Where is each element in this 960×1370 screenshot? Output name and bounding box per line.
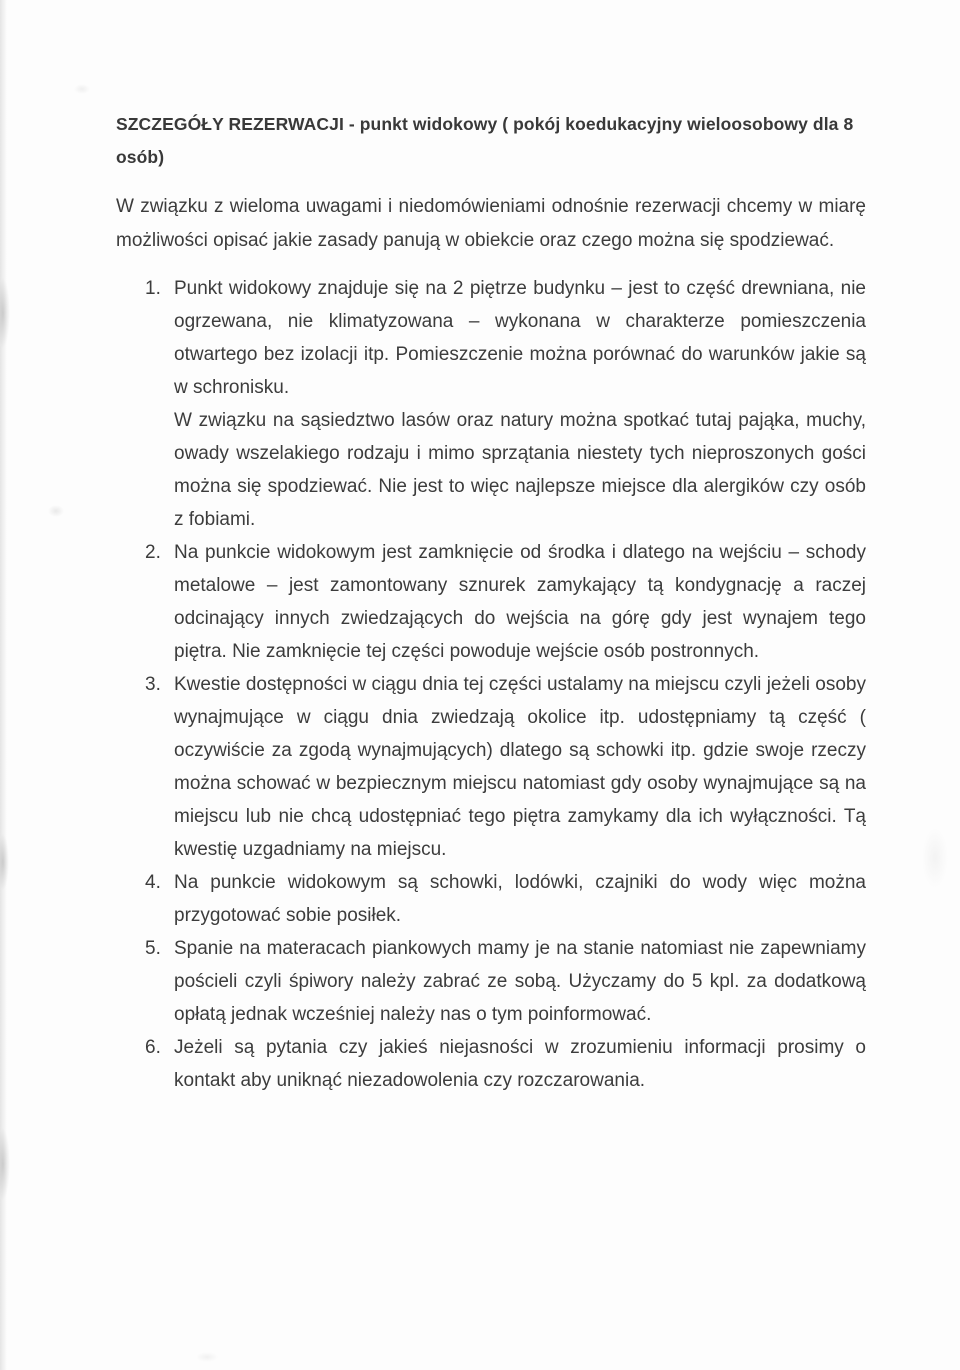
scan-artifact: [0, 1128, 10, 1200]
list-item-text: Spanie na materacach piankowych mamy je na stanie natomiast nie zapewniamy pościeli czyli śpiwory należy zabrać ze sobą. Użyczamy do 5 kpl. za dodatkową opłatą jednak wcześniej należy nas o tym poinformować.: [174, 938, 866, 1025]
scan-artifact: [0, 278, 10, 348]
scan-artifact: [922, 828, 948, 888]
list-item-text: W związku na sąsiedztwo lasów oraz natury można spotkać tutaj pająka, muchy, owady wszelakiego rodzaju i mimo sprzątania niestety tych nieproszonych gości można się spodziewać. Nie jest to więc najlepsze miejsce dla alergików czy osób z fobiami.: [174, 410, 866, 530]
list-item: [116, 272, 866, 536]
document-content: [116, 108, 866, 1097]
numbered-list: [116, 272, 866, 1097]
list-item-number: 5.: [145, 938, 161, 959]
list-item: [116, 866, 866, 932]
scan-artifact: [0, 834, 9, 890]
list-item-text: Punkt widokowy znajduje się na 2 piętrze budynku – jest to część drewniana, nie ogrzewana, nie klimatyzowana – wykonana w charakterze pomieszczenia otwartego bez izolacji itp. Pomieszczenie można porównać do warunków jakie są w schronisku.: [174, 278, 866, 398]
list-item-number: 3.: [145, 674, 161, 695]
list-item: [116, 536, 866, 668]
scan-artifact: [48, 505, 64, 517]
list-item: [116, 932, 866, 1031]
list-item-number: 4.: [145, 872, 161, 893]
list-item-text: Jeżeli są pytania czy jakieś niejasności w zrozumieniu informacji prosimy o kontakt aby uniknąć niezadowolenia czy rozczarowania.: [174, 1037, 866, 1091]
list-item-number: 6.: [145, 1037, 161, 1058]
list-item-text: Kwestie dostępności w ciągu dnia tej części ustalamy na miejscu czyli jeżeli osoby wynajmujące w ciągu dnia zwiedzają okolice itp. udostępniamy tą część ( oczywiście za zgodą wynajmujących) dlatego są schowki itp. gdzie swoje rzeczy można schować w bezpiecznym miejscu natomiast gdy osoby wynajmujące są na miejscu lub nie chcą udostępniać tego piętra zamykamy dla ich wyłączności. Tą kwestię uzgadniamy na miejscu.: [174, 674, 866, 860]
list-item-number: 1.: [145, 278, 161, 299]
scan-artifact: [196, 1352, 218, 1362]
document-title: SZCZEGÓŁY REZERWACJI - punkt widokowy ( pokój koedukacyjny wieloosobowy dla 8 osób): [116, 114, 854, 167]
intro-paragraph: W związku z wieloma uwagami i niedomówieniami odnośnie rezerwacji chcemy w miarę możliwości opisać jakie zasady panują w obiekcie oraz czego można się spodziewać.: [116, 196, 866, 251]
scan-artifact: [74, 84, 90, 94]
list-item-text: Na punkcie widokowym jest zamknięcie od środka i dlatego na wejściu – schody metalowe – jest zamontowany sznurek zamykający tą kondygnację a raczej odcinający innych zwiedzających do wejścia na górę gdy jest wynajem tego piętra. Nie zamknięcie tej części powoduje wejście osób postronnych.: [174, 542, 866, 662]
list-item: [116, 668, 866, 866]
list-item-text: Na punkcie widokowym są schowki, lodówki, czajniki do wody więc można przygotować sobie posiłek.: [174, 872, 866, 926]
list-item: [116, 1031, 866, 1097]
list-item-number: 2.: [145, 542, 161, 563]
